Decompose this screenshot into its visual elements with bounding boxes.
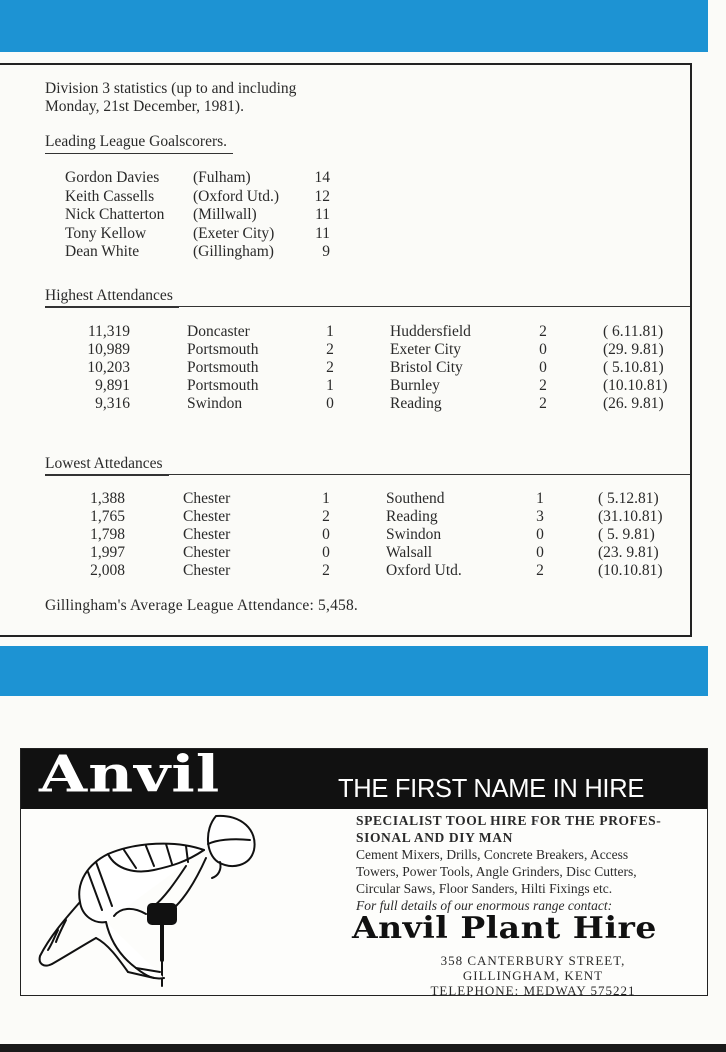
away-score: 1 — [536, 490, 544, 507]
away-team: Reading — [390, 395, 442, 412]
attendance-figure: 2,008 — [90, 562, 125, 579]
goalscorer-row — [0, 243, 690, 261]
scorer-goals: 14 — [314, 169, 330, 186]
advert-body — [356, 846, 696, 914]
scorer-name: Dean White — [65, 243, 140, 260]
away-score: 2 — [536, 562, 544, 579]
away-team: Bristol City — [390, 359, 463, 376]
attendance-figure: 1,388 — [90, 490, 125, 507]
highest-divider — [45, 306, 690, 307]
lowest-divider — [45, 474, 690, 475]
advert-tagline: THE FIRST NAME IN HIRE — [338, 775, 645, 803]
home-score: 0 — [322, 544, 330, 561]
attendance-figure: 9,891 — [95, 377, 130, 394]
away-score: 0 — [539, 359, 547, 376]
attendance-figure: 1,997 — [90, 544, 125, 561]
address-line: 358 CANTERBURY STREET, — [440, 953, 626, 968]
home-score: 2 — [322, 562, 330, 579]
advert-address — [398, 953, 668, 998]
home-team: Portsmouth — [187, 341, 259, 358]
middle-blue-band — [0, 646, 708, 696]
home-team: Chester — [183, 490, 231, 507]
home-team: Swindon — [187, 395, 243, 412]
attendance-row — [0, 395, 690, 413]
match-date: (29. 9.81) — [603, 341, 664, 358]
advert-heading — [356, 812, 696, 846]
advert-body-line: Circular Saws, Floor Sanders, Hilti Fixings etc. — [356, 881, 613, 896]
advert-contact-note: For full details of our enormous range contact: — [356, 898, 613, 913]
away-score: 0 — [539, 341, 547, 358]
home-team: Chester — [183, 562, 231, 579]
away-team: Southend — [386, 490, 445, 507]
scorer-goals: 12 — [314, 187, 330, 205]
attendance-row — [0, 508, 690, 526]
match-date: ( 5.10.81) — [603, 359, 664, 376]
advert-body-line: Cement Mixers, Drills, Concrete Breakers, Access — [356, 847, 629, 862]
address-line: GILLINGHAM, KENT — [462, 968, 604, 983]
home-score: 2 — [326, 359, 334, 376]
home-score: 0 — [326, 395, 334, 412]
goalscorer-row — [0, 225, 690, 243]
match-date: (31.10.81) — [598, 508, 663, 525]
attendance-figure: 10,203 — [87, 359, 130, 376]
anvil-plant-hire-logo: Anvil Plant Hire — [352, 909, 657, 946]
advert-heading-line: SPECIALIST TOOL HIRE FOR THE PROFES- — [356, 813, 662, 828]
away-score: 0 — [536, 544, 544, 561]
anvil-logo: Anvil — [39, 744, 221, 805]
match-date: (26. 9.81) — [603, 395, 664, 412]
goalscorers-heading: Leading League Goalscorers. — [45, 133, 233, 154]
away-team: Burnley — [390, 377, 440, 394]
attendance-row — [0, 562, 690, 580]
away-score: 0 — [536, 526, 544, 543]
match-date: ( 5.12.81) — [598, 490, 659, 507]
advert-heading-line: SIONAL AND DIY MAN — [356, 830, 513, 845]
average-attendance: Gillingham's Average League Attendance: 5,458. — [45, 597, 359, 614]
intro-line: Monday, 21st December, 1981). — [45, 98, 244, 115]
away-team: Reading — [386, 508, 438, 525]
home-score: 2 — [326, 341, 334, 358]
match-date: (23. 9.81) — [598, 544, 659, 561]
home-team: Chester — [183, 508, 231, 525]
scorer-club: (Gillingham) — [193, 243, 274, 260]
home-score: 1 — [322, 490, 330, 507]
top-blue-band — [0, 0, 708, 52]
scorer-goals: 11 — [315, 206, 330, 223]
away-score: 2 — [539, 377, 547, 394]
scorer-name: Tony Kellow — [65, 224, 147, 242]
scorer-club: (Exeter City) — [193, 224, 275, 242]
attendance-figure: 1,798 — [90, 526, 125, 543]
match-date: ( 5. 9.81) — [598, 526, 655, 543]
highest-attendances-heading: Highest Attendances — [45, 287, 179, 308]
home-team: Doncaster — [187, 323, 250, 340]
attendance-figure: 1,765 — [90, 508, 125, 525]
goalscorer-row — [0, 188, 690, 206]
scorer-name: Gordon Davies — [65, 169, 160, 186]
attendance-row — [0, 526, 690, 544]
away-team: Oxford Utd. — [386, 562, 462, 579]
attendance-figure: 11,319 — [87, 323, 130, 340]
home-score: 0 — [322, 526, 330, 543]
goalscorer-row — [0, 169, 690, 187]
attendance-row — [0, 377, 690, 395]
workman-with-drill-icon — [36, 810, 266, 990]
scorer-club: (Oxford Utd.) — [193, 187, 280, 205]
lowest-attendances-heading: Lowest Attedances — [45, 455, 169, 476]
away-score: 2 — [539, 323, 547, 340]
attendance-row — [0, 341, 690, 359]
away-team: Huddersfield — [390, 323, 471, 340]
home-score: 1 — [326, 377, 334, 394]
scorer-club: (Millwall) — [193, 206, 257, 223]
bottom-dark-strip — [0, 1044, 726, 1052]
statistics-intro — [45, 80, 296, 116]
goalscorer-row — [0, 206, 690, 224]
scorer-name: Nick Chatterton — [65, 206, 165, 223]
attendance-figure: 9,316 — [95, 395, 130, 412]
scorer-goals: 9 — [322, 243, 330, 260]
away-team: Exeter City — [390, 341, 462, 358]
away-score: 2 — [539, 395, 547, 412]
match-date: (10.10.81) — [603, 377, 668, 394]
away-score: 3 — [536, 508, 544, 525]
home-team: Chester — [183, 526, 231, 543]
attendance-row — [0, 359, 690, 377]
advert-body-line: Towers, Power Tools, Angle Grinders, Disc Cutters, — [356, 864, 637, 879]
attendance-row — [0, 490, 690, 508]
home-score: 2 — [322, 508, 330, 525]
telephone-line: TELEPHONE: MEDWAY 575221 — [430, 983, 636, 998]
scorer-club: (Fulham) — [193, 169, 251, 186]
home-team: Portsmouth — [187, 377, 259, 394]
attendance-row — [0, 323, 690, 341]
match-date: ( 6.11.81) — [603, 323, 664, 340]
home-score: 1 — [326, 323, 334, 340]
away-team: Walsall — [386, 544, 433, 561]
match-date: (10.10.81) — [598, 562, 663, 579]
intro-line: Division 3 statistics (up to and including — [45, 80, 297, 97]
away-team: Swindon — [386, 526, 442, 543]
attendance-row — [0, 544, 690, 562]
home-team: Portsmouth — [187, 359, 259, 376]
scorer-goals: 11 — [315, 224, 330, 242]
attendance-figure: 10,989 — [87, 341, 130, 358]
home-team: Chester — [183, 544, 231, 561]
scorer-name: Keith Cassells — [65, 187, 155, 205]
